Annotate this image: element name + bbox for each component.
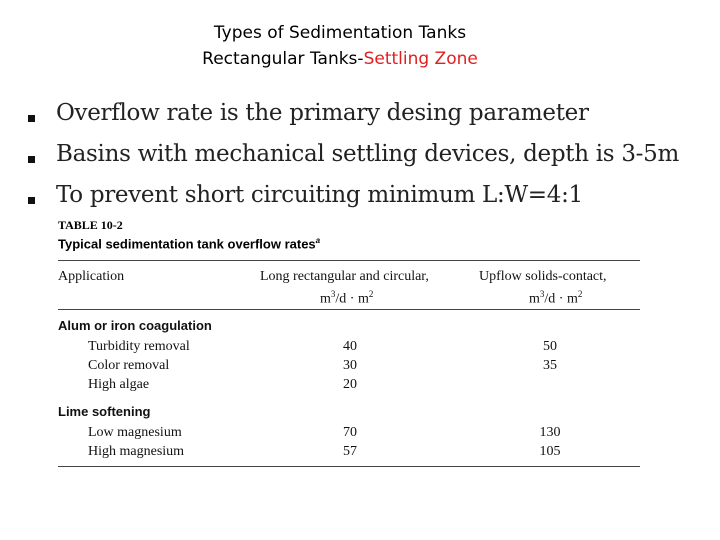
header-long-rect: Long rectangular and circular, <box>260 269 429 284</box>
header-long-rect-unit: $m^3/d \cdot m^2$ <box>320 289 374 307</box>
row-long-rect-value: 40 <box>343 339 357 354</box>
table-caption-note: a <box>315 236 321 245</box>
table-number: TABLE 10-2 <box>58 218 123 232</box>
bullet-list <box>28 96 708 208</box>
row-long-rect-value: 30 <box>343 358 357 373</box>
header-application: Application <box>58 269 125 284</box>
title-line-1: Types of Sedimentation Tanks <box>213 23 467 43</box>
row-application: High algae <box>88 377 150 392</box>
overflow-rate-table <box>58 218 640 459</box>
row-application: Low magnesium <box>88 425 182 440</box>
row-upflow-value: 130 <box>539 425 561 440</box>
table-caption <box>58 232 640 252</box>
header-upflow-unit: $m^3/d \cdot m^2$ <box>529 289 583 307</box>
bullet-text: Basins with mechanical settling devices, depth is 3-5m <box>56 141 679 167</box>
title-line-2 <box>0 46 680 72</box>
table-top-rule <box>58 260 640 261</box>
row-upflow-value: 50 <box>543 339 557 354</box>
bullet-item <box>28 96 708 137</box>
row-upflow-value: 35 <box>543 358 557 373</box>
title-line-2-prefix: Rectangular Tanks- <box>202 49 364 69</box>
row-long-rect-value: 57 <box>343 444 357 459</box>
row-upflow-value: 105 <box>539 444 561 459</box>
row-application: High magnesium <box>88 444 185 459</box>
bullet-square-icon <box>28 115 35 122</box>
row-long-rect-value: 70 <box>343 425 357 440</box>
group-heading: Alum or iron coagulation <box>58 318 212 333</box>
row-application: Color removal <box>88 358 170 373</box>
row-long-rect-value: 20 <box>343 377 357 392</box>
header-upflow: Upflow solids-contact, <box>479 269 607 284</box>
table-header-rule <box>58 309 640 310</box>
bullet-item <box>28 178 708 208</box>
bullet-square-icon <box>28 156 35 163</box>
bullet-text: To prevent short circuiting minimum L:W=4:1 <box>56 182 583 208</box>
table-caption-text: Typical sedimentation tank overflow rates <box>58 236 316 252</box>
bullet-square-icon <box>28 197 35 204</box>
row-application: Turbidity removal <box>88 339 190 354</box>
group-heading: Lime softening <box>58 404 151 419</box>
bullet-item <box>28 137 708 178</box>
bullet-text: Overflow rate is the primary desing parameter <box>56 100 589 126</box>
title-line-2-highlight: Settling Zone <box>363 49 478 69</box>
slide-title <box>0 20 680 72</box>
table-bottom-rule <box>58 466 640 467</box>
